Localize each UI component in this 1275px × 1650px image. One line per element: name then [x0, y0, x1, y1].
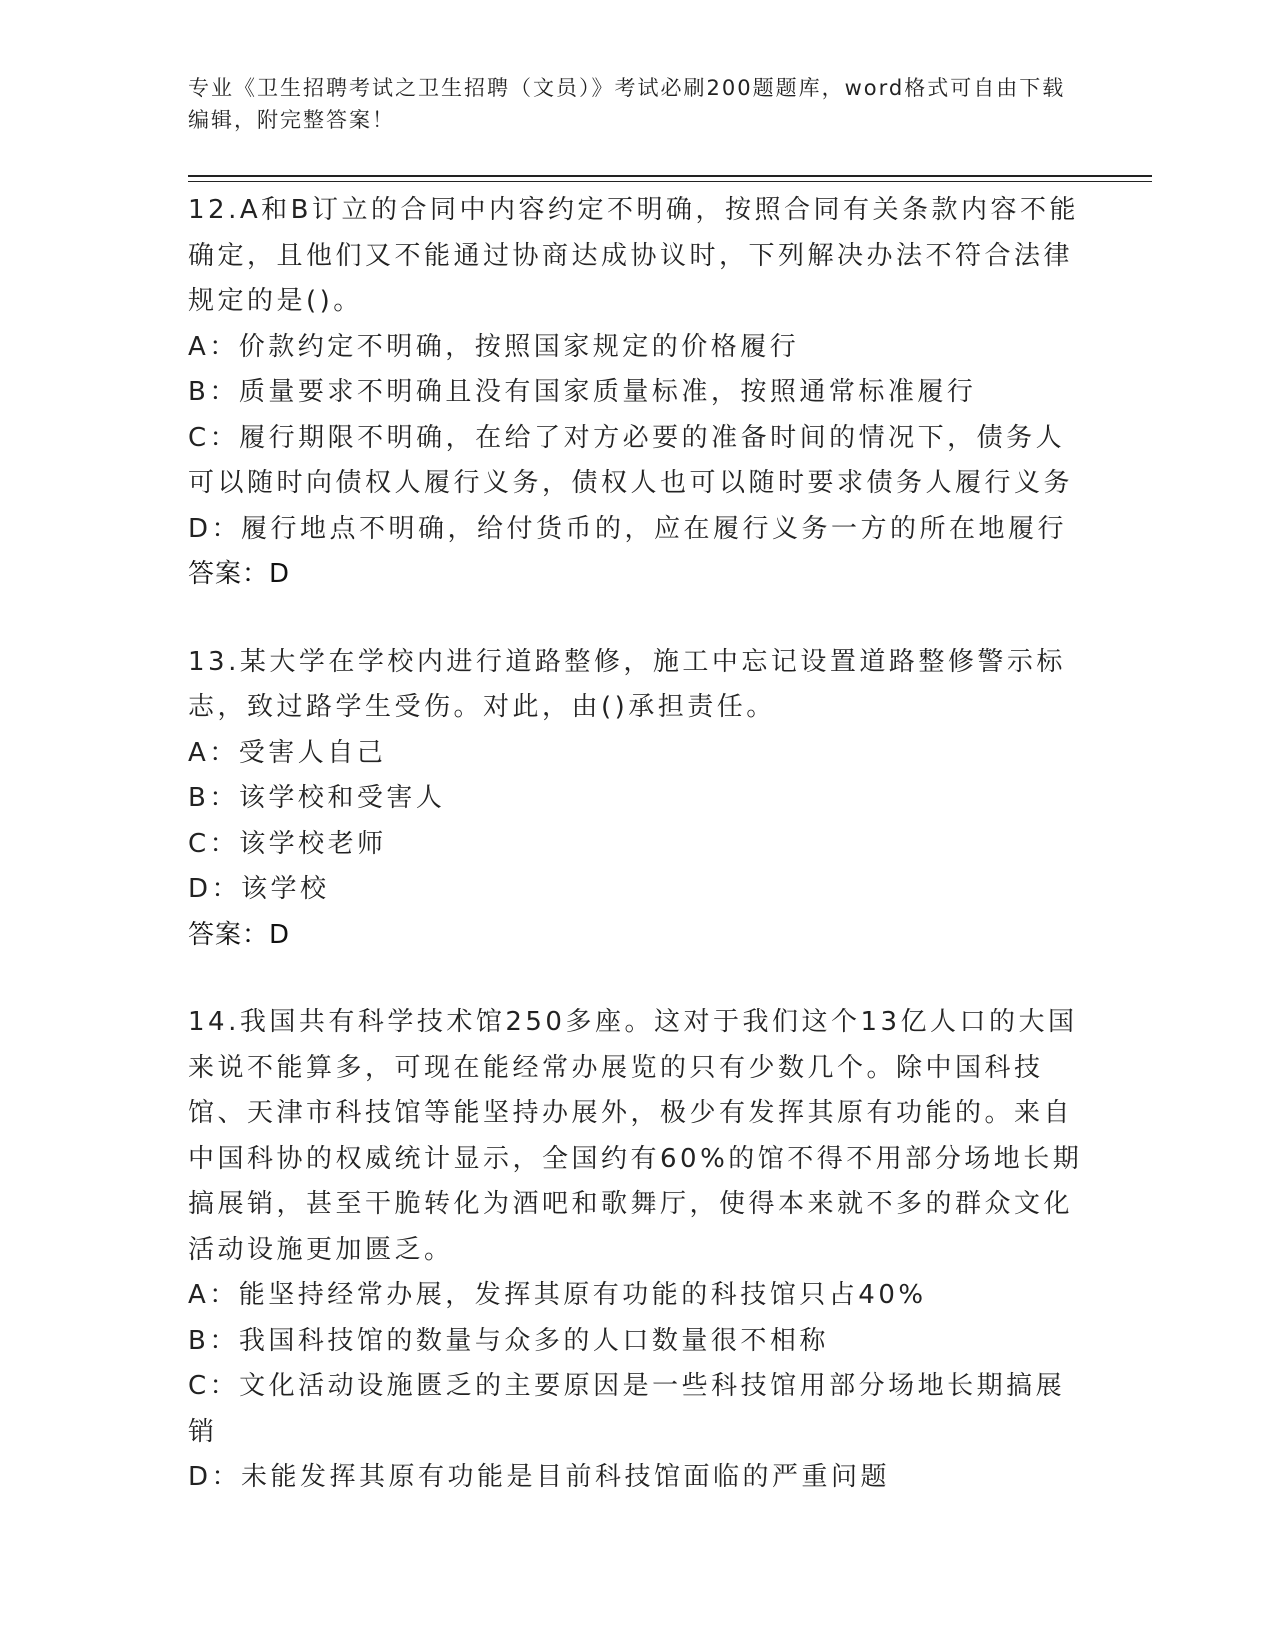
answer: 答案：D: [188, 919, 291, 950]
question-13: [188, 640, 1088, 959]
question-stem: 14.我国共有科学技术馆250多座。这对于我们这个13亿人口的大国来说不能算多，可现在能经常办展览的只有少数几个。除中国科技馆、天津市科技馆等能坚持办展外，极少有发挥其原有功能的。来自中国科协的权威统计显示，全国约有60%的馆不得不用部分场地长期搞展销，甚至干脆转化为酒吧和歌舞厅，使得本来就不多的群众文化活动设施更加匮乏。: [188, 1007, 1083, 1265]
option-c: C：文化活动设施匮乏的主要原因是一些科技馆用部分场地长期搞展销: [188, 1371, 1066, 1447]
question-12: [188, 188, 1088, 598]
option-d: D：未能发挥其原有功能是目前科技馆面临的严重问题: [188, 1462, 891, 1492]
document-header: 专业《卫生招聘考试之卫生招聘（文员）》考试必刷200题题库，word格式可自由下载编辑，附完整答案！: [188, 76, 1066, 132]
option-d: D：履行地点不明确，给付货币的，应在履行义务一方的所在地履行: [188, 513, 1068, 544]
question-14: [188, 1000, 1088, 1501]
option-a: A：能坚持经常办展，发挥其原有功能的科技馆只占40%: [188, 1280, 927, 1310]
option-c: C：该学校老师: [188, 828, 387, 859]
question-stem: 13.某大学在学校内进行道路整修，施工中忘记设置道路整修警示标志，致过路学生受伤。对此，由()承担责任。: [188, 646, 1066, 722]
option-a: A：受害人自己: [188, 737, 387, 768]
question-list: [188, 188, 1088, 1501]
header-divider-thin: [188, 181, 1152, 182]
option-b: B：质量要求不明确且没有国家质量标准，按照通常标准履行: [188, 377, 977, 407]
header-divider-thick: [188, 175, 1152, 177]
option-b: B：我国科技馆的数量与众多的人口数量很不相称: [188, 1325, 829, 1356]
question-stem: 12.A和B订立的合同中内容约定不明确，按照合同有关条款内容不能确定，且他们又不能通过协商达成协议时，下列解决办法不符合法律规定的是()。: [188, 195, 1079, 316]
answer: 答案：D: [188, 559, 291, 589]
option-c: C：履行期限不明确，在给了对方必要的准备时间的情况下，债务人可以随时向债权人履行义务，债权人也可以随时要求债务人履行义务: [188, 422, 1074, 498]
option-d: D：该学校: [188, 874, 330, 904]
option-a: A：价款约定不明确，按照国家规定的价格履行: [188, 331, 800, 362]
option-b: B：该学校和受害人: [188, 783, 446, 813]
